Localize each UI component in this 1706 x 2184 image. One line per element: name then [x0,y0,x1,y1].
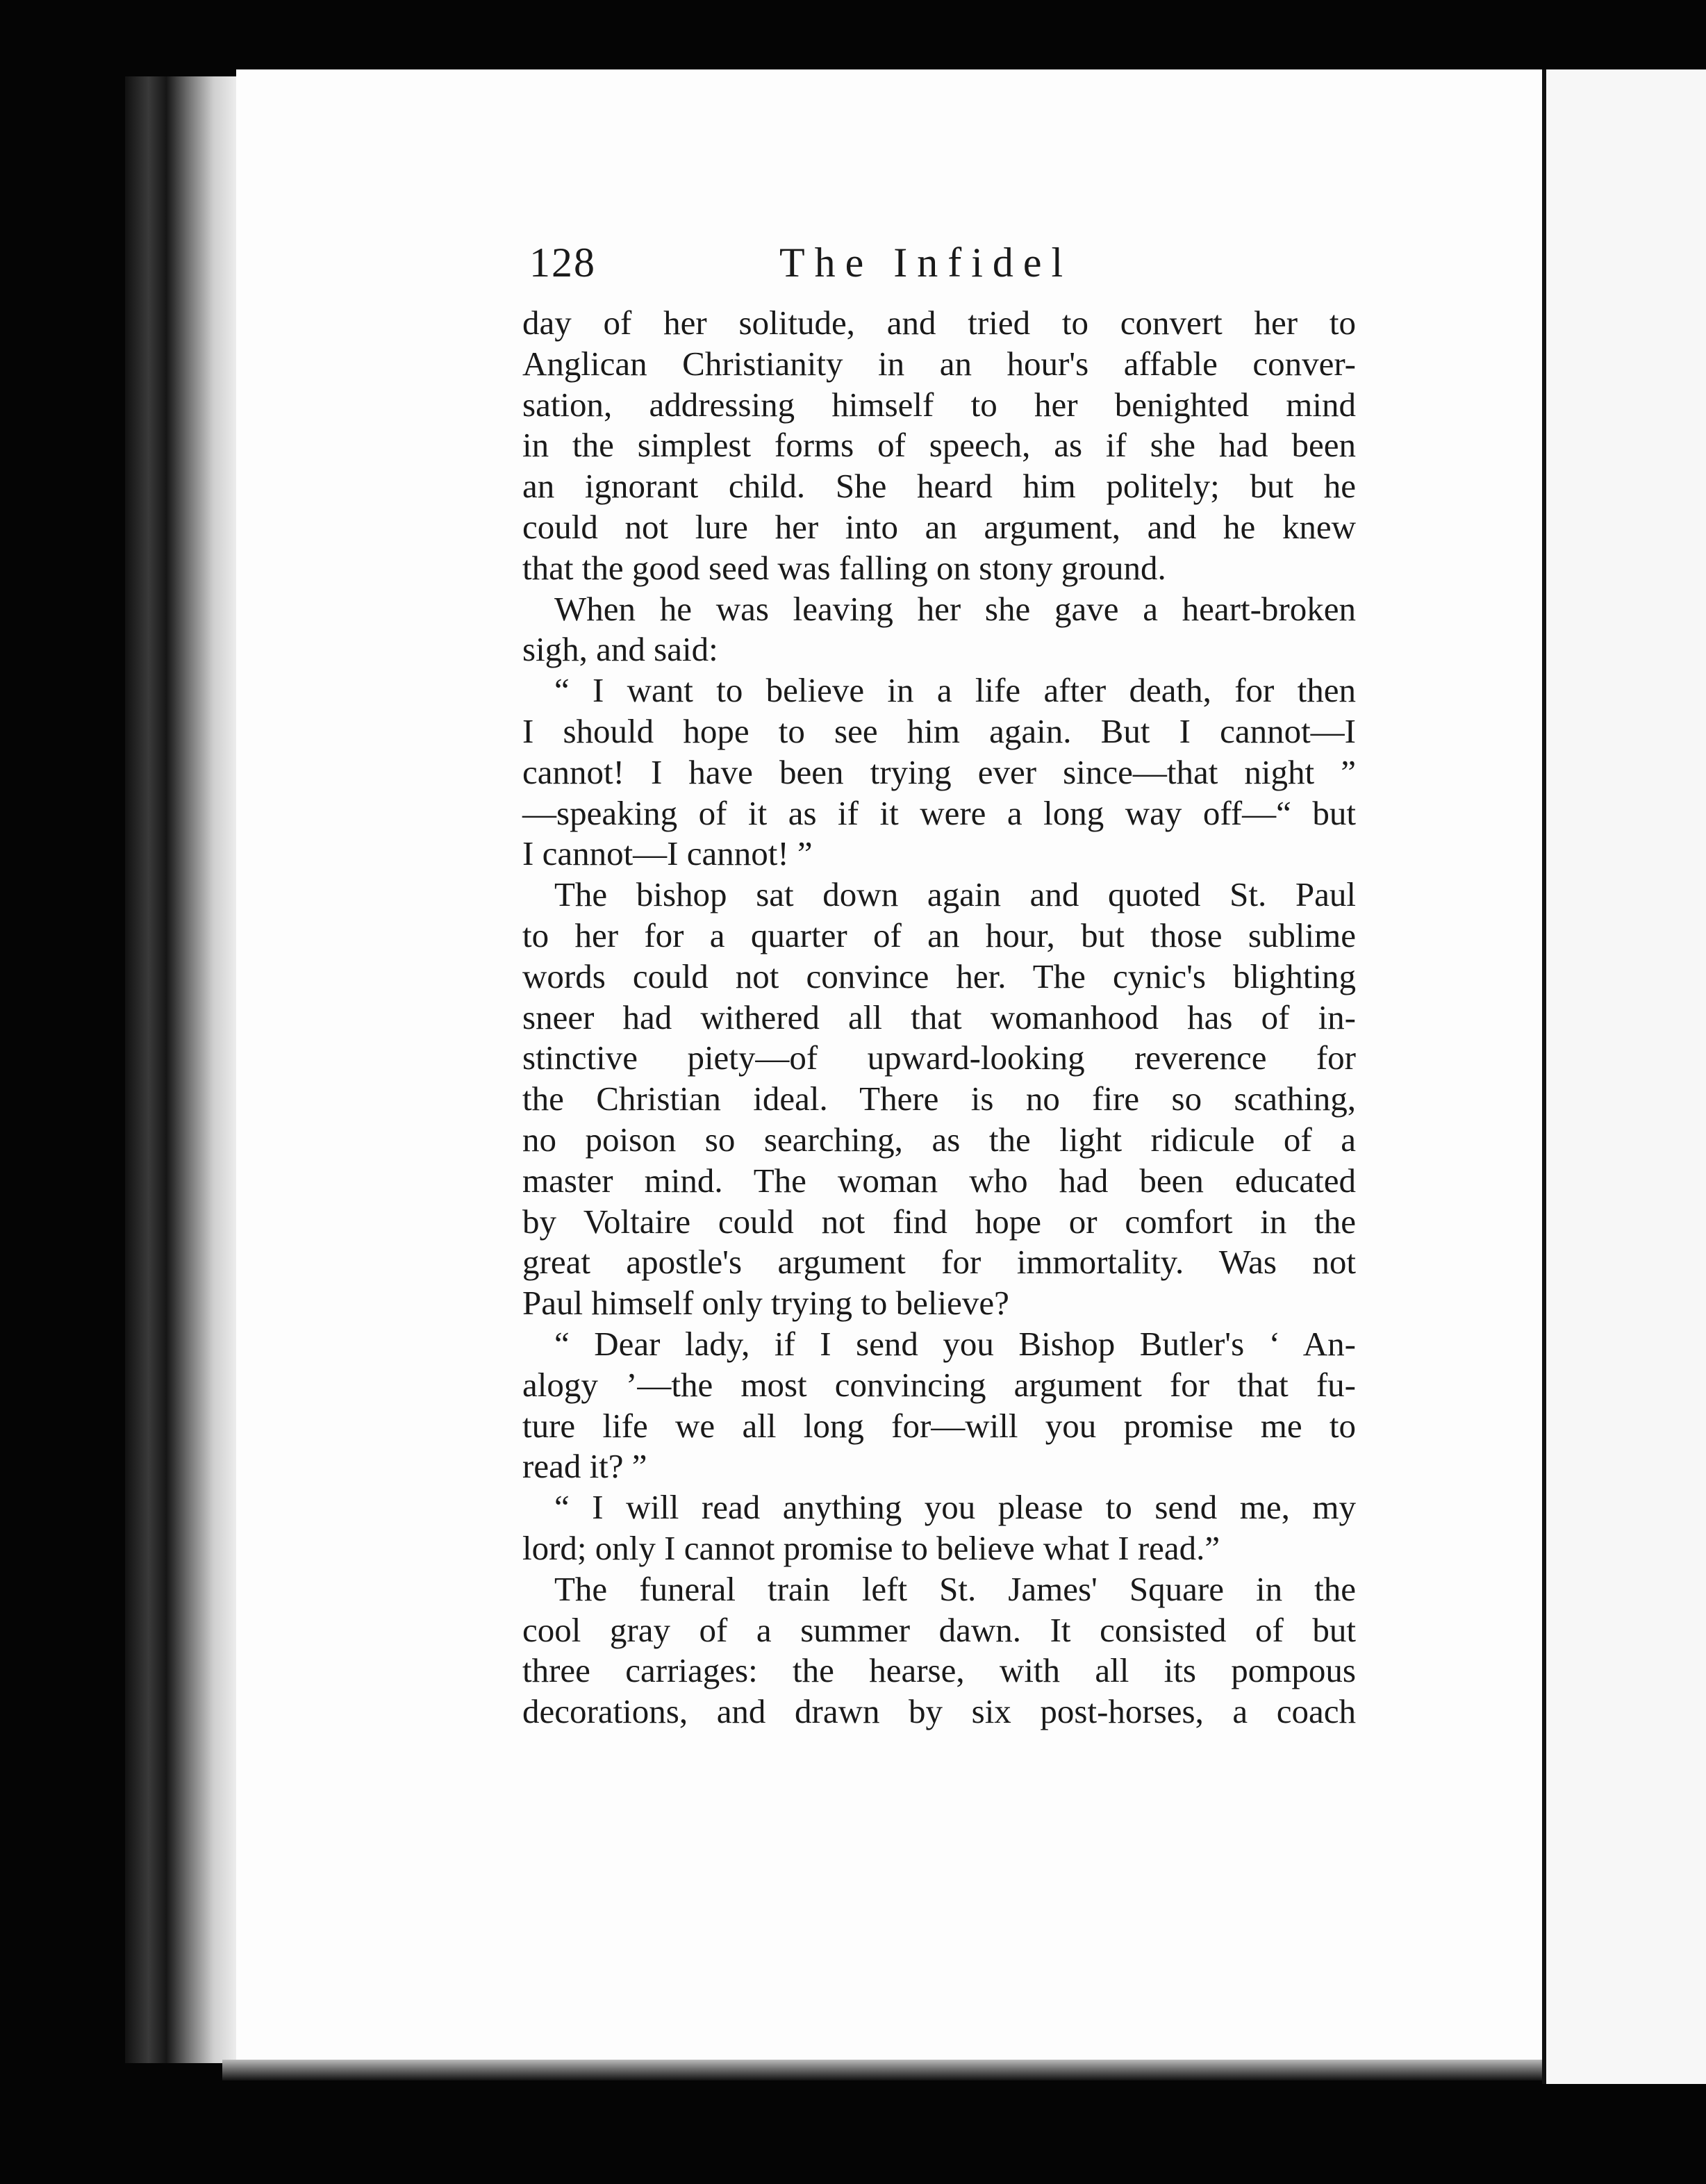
page-bottom-shadow [222,2060,1542,2080]
text-line: sneer had withered all that womanhood has of in- [522,998,1356,1036]
text-line: When he was leaving her she gave a heart-broken [554,589,1356,628]
page-number: 128 [529,240,596,286]
text-line: Paul himself only trying to believe? [522,1284,1009,1323]
body-text [522,303,1356,1732]
text-line: cannot! I have been trying ever since—that night ” [522,752,1356,791]
text-line: —speaking of it as if it were a long way off—“ but [522,793,1356,832]
text-line: great apostle's argument for immortality. Was not [522,1243,1356,1282]
text-line: day of her solitude, and tried to convert her to [522,304,1356,342]
text-line: three carriages: the hearse, with all its pompous [522,1651,1356,1690]
text-line: the Christian ideal. There is no fire so scathing, [522,1079,1356,1118]
text-line: by Voltaire could not find hope or comfort in the [522,1202,1356,1241]
text-line: in the simplest forms of speech, as if she had been [522,426,1356,465]
text-line: lord; only I cannot promise to believe what I read.” [522,1528,1220,1567]
text-line: I cannot—I cannot! ” [522,834,813,873]
running-title: The Infidel [779,240,1073,286]
text-line: sigh, and said: [522,630,718,669]
text-line: The bishop sat down again and quoted St. Paul [554,875,1356,914]
text-line: that the good seed was falling on stony ground. [522,548,1166,587]
text-line: alogy ’—the most convincing argument for that fu- [522,1365,1356,1404]
text-line: cool gray of a summer dawn. It consisted of but [522,1610,1356,1649]
text-line: words could not convince her. The cynic's blighting [522,957,1356,995]
text-line: stinctive piety—of upward-looking reverence for [522,1039,1356,1077]
text-line: ture life we all long for—will you promise me to [522,1406,1356,1445]
text-line: sation, addressing himself to her benighted mind [522,385,1356,424]
text-line: to her for a quarter of an hour, but those sublime [522,916,1356,954]
text-line: “ I want to believe in a life after death, for then [554,671,1356,710]
text-line: read it? ” [522,1447,647,1486]
text-line: no poison so searching, as the light ridicule of a [522,1120,1356,1159]
facing-page-edge [1542,69,1706,2084]
text-line: “ Dear lady, if I send you Bishop Butler's ‘ An- [554,1324,1356,1363]
text-line: Anglican Christianity in an hour's affable conver- [522,344,1356,383]
text-line: could not lure her into an argument, and he knew [522,507,1356,546]
text-line: master mind. The woman who had been educated [522,1161,1356,1200]
running-head [522,232,1356,293]
page-edge-stack [125,76,243,2063]
text-line: decorations, and drawn by six post-horses, a coach [522,1692,1356,1731]
text-line: I should hope to see him again. But I cannot—I [522,711,1356,750]
text-line: The funeral train left St. James' Square in the [554,1569,1356,1608]
text-line: “ I will read anything you please to send me, my [554,1488,1356,1527]
text-line: an ignorant child. She heard him politely; but he [522,467,1356,506]
text-block [522,232,1356,1732]
